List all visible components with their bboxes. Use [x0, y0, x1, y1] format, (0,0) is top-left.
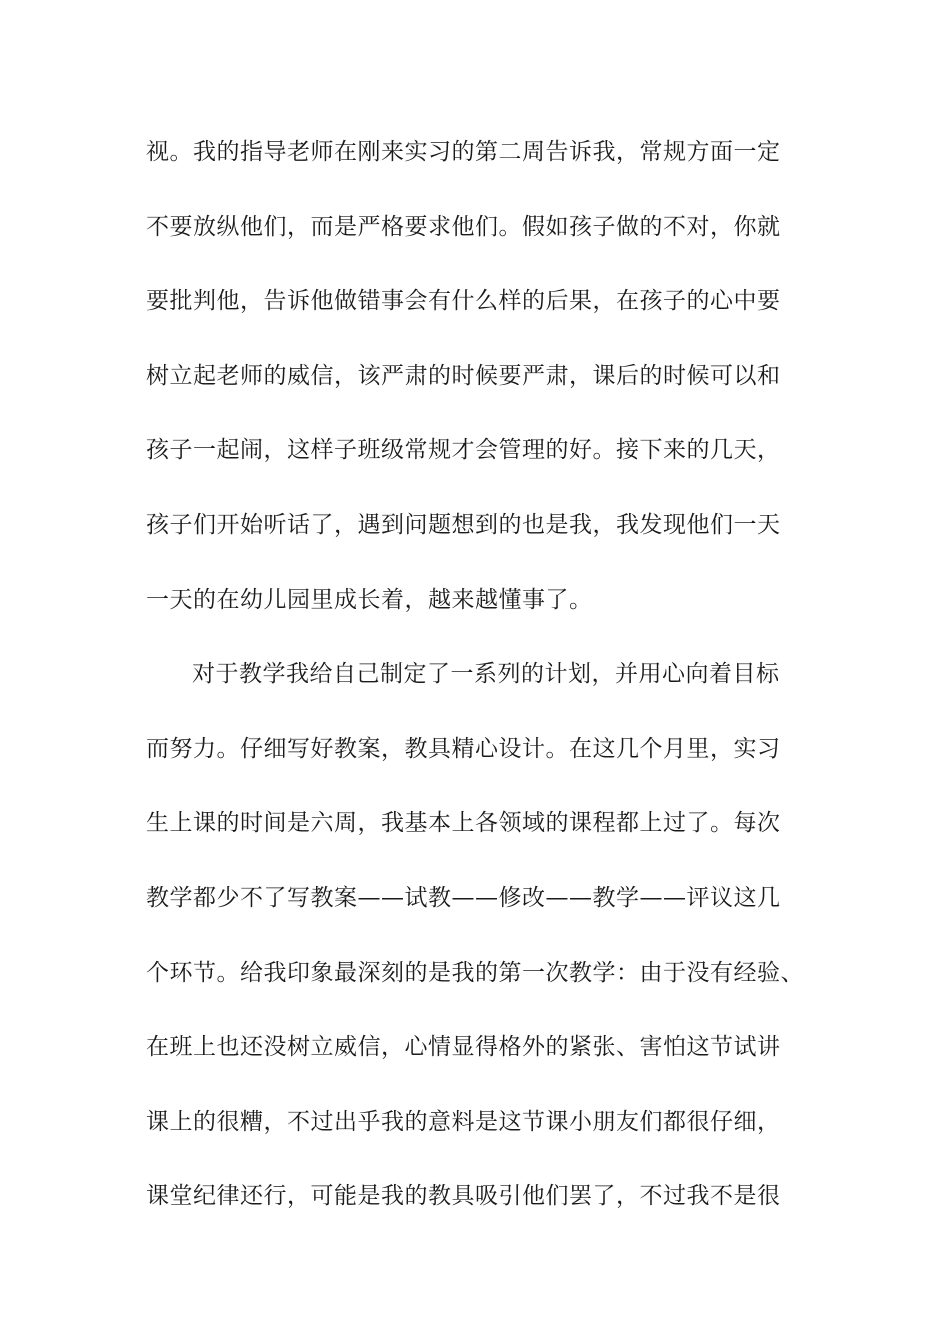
text-line: 在班上也还没树立威信，心情显得格外的紧张、害怕这节试讲 [146, 1034, 781, 1061]
text-line: 课上的很糟，不过出乎我的意料是这节课小朋友们都很仔细， [146, 1108, 781, 1135]
text-line: 生上课的时间是六周，我基本上各领域的课程都上过了。每次 [146, 810, 781, 837]
text-line: 课堂纪律还行，可能是我的教具吸引他们罢了，不过我不是很 [146, 1183, 781, 1210]
paragraph-start-line: 对于教学我给自己制定了一系列的计划，并用心向着目标 [192, 661, 780, 688]
text-line: 不要放纵他们，而是严格要求他们。假如孩子做的不对，你就 [146, 213, 781, 240]
text-line: 树立起老师的威信，该严肃的时候要严肃，课后的时候可以和 [146, 362, 781, 389]
text-line: 而努力。仔细写好教案，教具精心设计。在这几个月里，实习 [146, 735, 781, 762]
text-line: 一天的在幼儿园里成长着，越来越懂事了。 [146, 586, 593, 613]
text-line: 视。我的指导老师在刚来实习的第二周告诉我，常规方面一定 [146, 139, 781, 165]
text-line: 教学都少不了写教案——试教——修改——教学——评议这几 [146, 884, 781, 911]
text-line: 要批判他，告诉他做错事会有什么样的后果，在孩子的心中要 [146, 288, 781, 315]
text-line: 孩子一起闹，这样子班级常规才会管理的好。接下来的几天， [146, 437, 781, 464]
body-text [146, 128, 826, 1247]
text-line: 孩子们开始听话了，遇到问题想到的也是我，我发现他们一天 [146, 511, 781, 538]
text-line: 个环节。给我印象最深刻的是我的第一次教学：由于没有经验、 [146, 959, 804, 986]
